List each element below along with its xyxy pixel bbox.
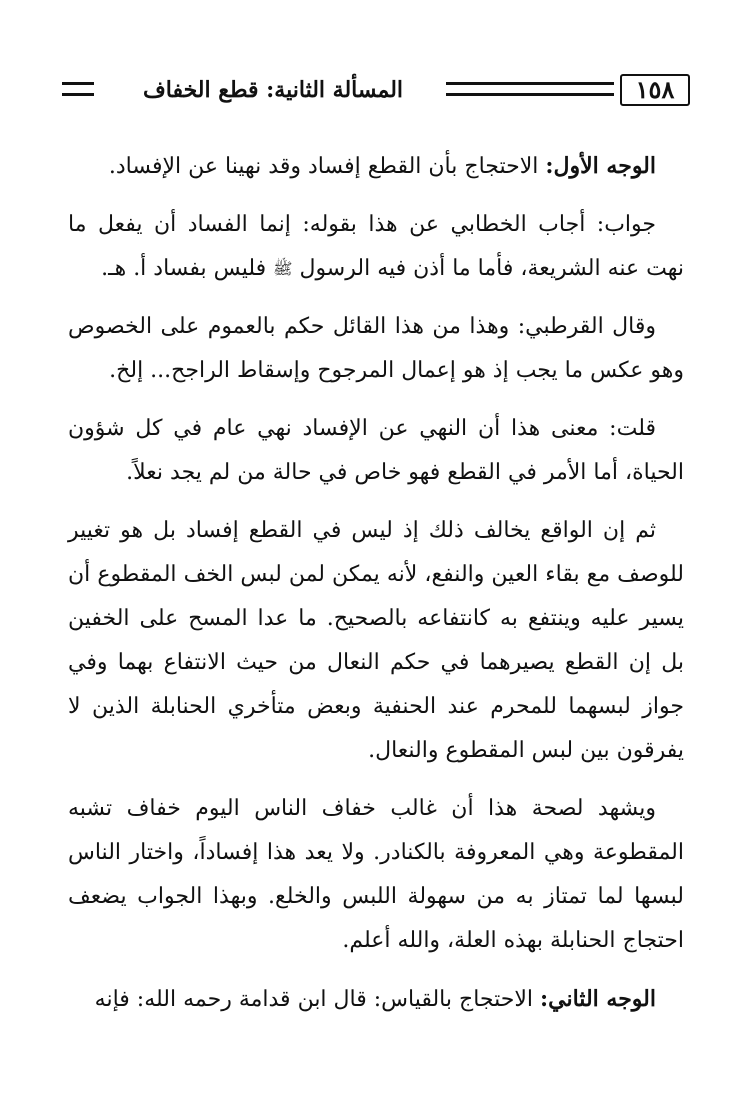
first-aspect-label: الوجه الأول: [545,153,656,179]
khattabi-answer-text-after: فليس بفساد أ. هـ. [101,256,274,281]
paragraph-khattabi-answer [68,203,684,291]
paragraph-author-comment [68,407,684,495]
header-rule-right [446,82,614,96]
first-aspect-text: الاحتجاج بأن القطع إفساد وقد نهينا عن الإفساد. [108,154,539,179]
khattabi-answer-text-before: جواب: أجاب الخطابي عن هذا بقوله: إنما الفساد أن يفعل ما نهت عنه الشريعة، فأما ما أذن فيه الرسول [68,212,684,281]
second-aspect-label: الوجه الثاني: [540,986,656,1012]
modern-shoes-text: ويشهد لصحة هذا أن غالب خفاف الناس اليوم خفاف تشبه المقطوعة وهي المعروفة بالكنادر. ولا يعد هذا إفساداً، واختار الناس لبسها لما تمتاز به من سهولة اللبس والخلع. وبهذا الجواب يضعف احتجاج الحنابلة بهذه العلة، والله أعلم. [68,796,684,953]
salawat-symbol: ﷺ [273,259,293,278]
paragraph-modern-shoes [68,787,684,963]
qurtubi-text: وقال القرطبي: وهذا من هذا القائل حكم بالعموم على الخصوص وهو عكس ما يجب إذ هو إعمال المرجوح وإسقاط الراجح... إلخ. [68,314,684,383]
paragraph-qurtubi [68,305,684,393]
second-aspect-text: الاحتجاج بالقياس: قال ابن قدامة رحمه الله: فإنه [94,987,534,1012]
header-rule-left [62,82,94,96]
reality-text: ثم إن الواقع يخالف ذلك إذ ليس في القطع إفساد بل هو تغيير للوصف مع بقاء العين والنفع، لأنه يمكن لمن لبس الخف المقطوع أن يسير عليه وينتفع به كانتفاعه بالصحيح. ما عدا المسح على الخفين بل إن القطع يصيرهما في حكم النعال من حيث الانتفاع بهما وفي جواز لبسهما للمحرم عند الحنفية وبعض متأخري الحنابلة الذين لا يفرقون بين لبس المقطوع والنعال. [68,518,684,763]
author-comment-text: قلت: معنى هذا أن النهي عن الإفساد نهي عام في كل شؤون الحياة، أما الأمر في القطع فهو خاص في حالة من لم يجد نعلاً. [68,416,684,485]
chapter-title: المسألة الثانية: قطع الخفاف [142,77,404,103]
paragraph-reality [68,509,684,773]
page-body [68,144,684,1036]
paragraph-second-aspect [68,977,684,1022]
page-header [62,74,690,108]
paragraph-first-aspect [68,144,684,189]
page-number: ١٥٨ [620,74,690,106]
